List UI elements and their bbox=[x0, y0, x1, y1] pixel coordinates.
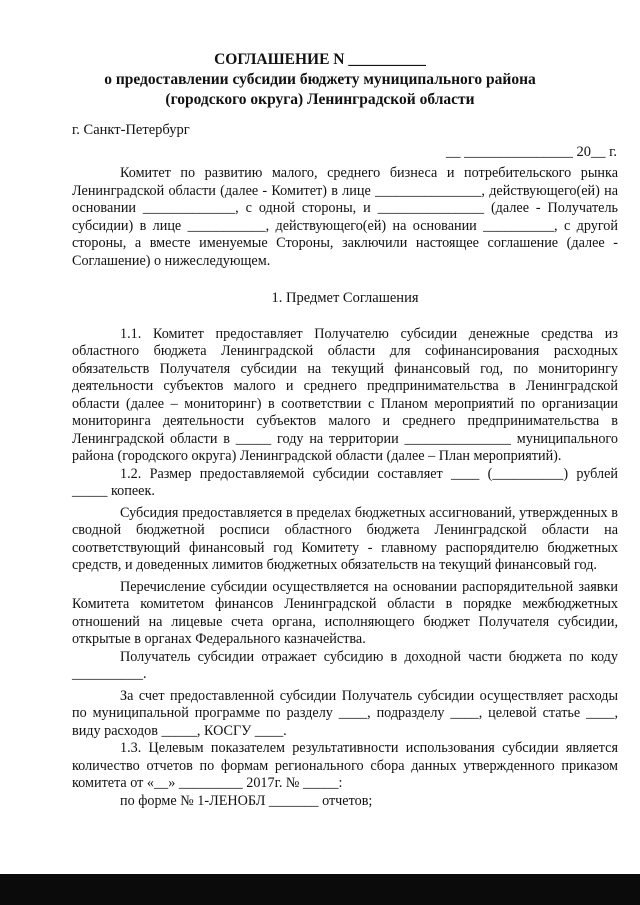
document-header bbox=[60, 50, 580, 110]
agreement-body bbox=[72, 165, 618, 810]
document-title: СОГЛАШЕНИЕ N __________ bbox=[214, 51, 426, 68]
clause-1-3: 1.3. Целевым показателем результативности использования субсидии является количество отчетов по формам регионального сбора данных утвержденного приказом комитета от «__» _________ 2017г. № _____: bbox=[72, 740, 618, 791]
date-line: __ _______________ 20__ г. bbox=[445, 144, 617, 160]
clause-1-2: 1.2. Размер предоставляемой субсидии составляет ____ (__________) рублей _____ копеек. bbox=[72, 465, 618, 499]
transfer-paragraph: Перечисление субсидии осуществляется на основании распорядительной заявки Комитета комитетом финансов Ленинградской области в порядке межбюджетных отношений на лицевые счета органа, исполняющего бюджет Получателя субсидии, открытые в органах Федерального казначейства. bbox=[72, 578, 618, 647]
scan-bottom-edge bbox=[0, 874, 640, 905]
document-subtitle-line2: (городского округа) Ленинградской области bbox=[165, 91, 475, 108]
document-subtitle-line1: о предоставлении субсидии бюджету муниципального района bbox=[104, 71, 536, 88]
clause-1-1: 1.1. Комитет предоставляет Получателю субсидии денежные средства из областного бюджета Ленинградской области для софинансирования расходных обязательств Получателя субсидии на текущий финансовый год, по мониторингу деятельности субъектов малого и среднего предпринимательства в Ленинградской области (далее – мониторинг) в соответствии с Планом мероприятий по организации мониторинга деятельности субъектов малого и среднего предпринимательства в Ленинградской области в _____ году на территории _______________ муниципального района (городского округа) Ленинградской области (далее – План мероприятий). bbox=[72, 325, 618, 464]
place-date-block bbox=[72, 121, 617, 161]
city-label: г. Санкт-Петербург bbox=[72, 122, 190, 138]
preamble-paragraph: Комитет по развитию малого, среднего бизнеса и потребительского рынка Ленинградской области (далее - Комитет) в лице _______________, действующего(ей) на основании _____________, с одной стороны, и _______________ (далее - Получатель субсидии) в лице ___________, действующего(ей) на основании __________, с другой стороны, а вместе именуемые Стороны, заключили настоящее соглашение (далее - Соглашение) о нижеследующем. bbox=[72, 165, 618, 269]
expenses-paragraph: За счет предоставленной субсидии Получатель субсидии осуществляет расходы по муниципальной программе по разделу ____, подразделу ____, целевой статье ____, виду расходов _____, КОСГУ ____. bbox=[72, 687, 618, 739]
income-paragraph: Получатель субсидии отражает субсидию в доходной части бюджета по коду __________. bbox=[72, 648, 618, 682]
subsidy-paragraph: Субсидия предоставляется в пределах бюджетных ассигнований, утвержденных в сводной бюджетной росписи областного бюджета Ленинградской области на соответствующий финансовый год Комитету - главному распорядителю бюджетных средств, и доведенных лимитов бюджетных обязательств на текущий финансовый год. bbox=[72, 504, 618, 573]
section-1-title: 1. Предмет Соглашения bbox=[271, 290, 419, 306]
form-line: по форме № 1-ЛЕНОБЛ _______ отчетов; bbox=[120, 792, 373, 809]
